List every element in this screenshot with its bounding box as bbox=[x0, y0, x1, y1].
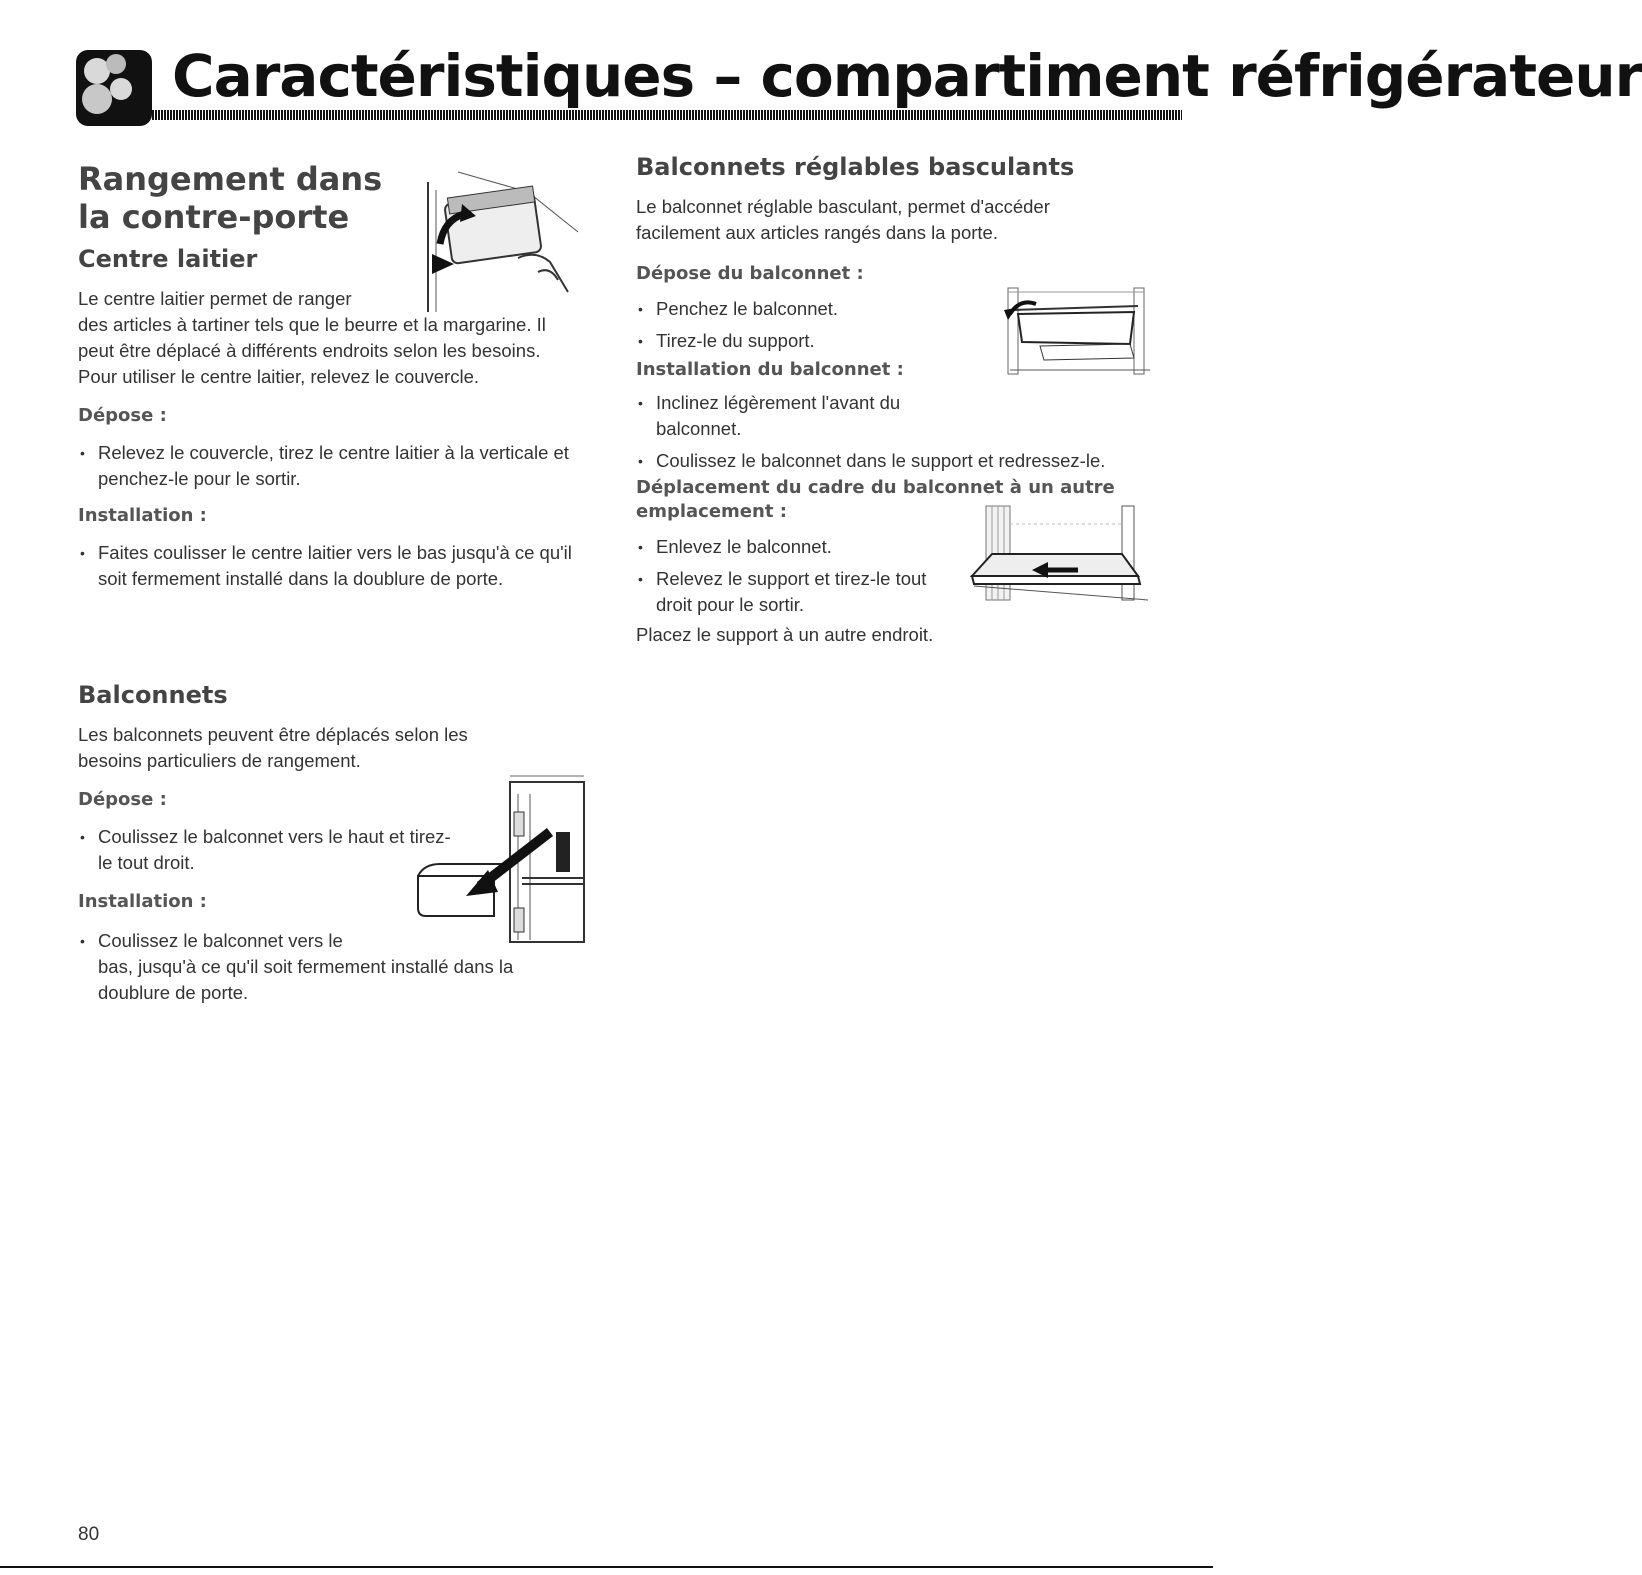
bottom-rule bbox=[0, 1566, 1213, 1568]
fridge-shelves-icon bbox=[76, 50, 152, 126]
door-bin-illustration bbox=[410, 772, 590, 944]
tilt-bins-intro: Le balconnet réglable basculant, permet d'accéder facilement aux articles rangés dans la porte. bbox=[636, 196, 1050, 243]
dairy-center-block bbox=[78, 244, 598, 592]
tilt-move-step-1: • Enlevez le balconnet. bbox=[636, 534, 956, 560]
bins-removal-title: Dépose : bbox=[78, 789, 167, 810]
tilt-install-step-2: • Coulissez le balconnet dans le support et redressez-le. bbox=[636, 448, 1176, 474]
bin-frame-illustration bbox=[962, 504, 1152, 604]
tilt-move-note: Placez le support à un autre endroit. bbox=[636, 624, 934, 645]
page-title: Caractéristiques – compartiment réfrigérateur bbox=[172, 42, 1642, 110]
dairy-center-title: Centre laitier bbox=[78, 245, 258, 273]
tilt-install-title: Installation du balconnet : bbox=[636, 359, 904, 380]
dairy-removal-step: • Relevez le couvercle, tirez le centre laitier à la verticale et penchez-le pour le sortir. bbox=[78, 440, 578, 492]
section-title: Rangement dans la contre-porte bbox=[78, 160, 383, 236]
tilt-bin-illustration bbox=[1000, 284, 1152, 380]
bins-install-line1: Coulissez le balconnet vers le bbox=[98, 930, 343, 951]
bins-removal-step: • Coulissez le balconnet vers le haut et tirez-le tout droit. bbox=[78, 824, 458, 876]
tilt-removal-title: Dépose du balconnet : bbox=[636, 263, 864, 284]
tilt-removal-step-2: • Tirez-le du support. bbox=[636, 328, 976, 354]
bins-install-title: Installation : bbox=[78, 891, 207, 912]
title-rule bbox=[152, 110, 1182, 120]
bins-title: Balconnets bbox=[78, 681, 228, 709]
bins-install-rest: bas, jusqu'à ce qu'il soit fermement installé dans la doublure de porte. bbox=[98, 956, 514, 1003]
tilt-bins-title: Balconnets réglables basculants bbox=[636, 153, 1075, 181]
dairy-intro: des articles à tartiner tels que le beurre et la margarine. Il peut être déplacé à différents endroits selon les besoins. Pour utiliser le centre laitier, relevez le couvercle. bbox=[78, 314, 546, 387]
page-number: 80 bbox=[78, 1524, 100, 1545]
bins-intro: Les balconnets peuvent être déplacés selon les besoins particuliers de rangement. bbox=[78, 724, 468, 771]
tilt-move-step-2: • Relevez le support et tirez-le tout droit pour le sortir. bbox=[636, 566, 956, 618]
dairy-install-title: Installation : bbox=[78, 505, 207, 526]
tilt-install-step-1: • Inclinez légèrement l'avant du balconnet. bbox=[636, 390, 956, 442]
dairy-removal-title: Dépose : bbox=[78, 405, 167, 426]
tilt-move-title: Déplacement du cadre du balconnet à un autre emplacement : bbox=[636, 477, 1115, 522]
tilt-removal-step-1: • Penchez le balconnet. bbox=[636, 296, 976, 322]
dairy-intro-line1: Le centre laitier permet de ranger bbox=[78, 288, 352, 309]
section-door-storage bbox=[78, 160, 408, 236]
dairy-install-step: • Faites coulisser le centre laitier vers le bas jusqu'à ce qu'il soit fermement installé dans la doublure de porte. bbox=[78, 540, 583, 592]
